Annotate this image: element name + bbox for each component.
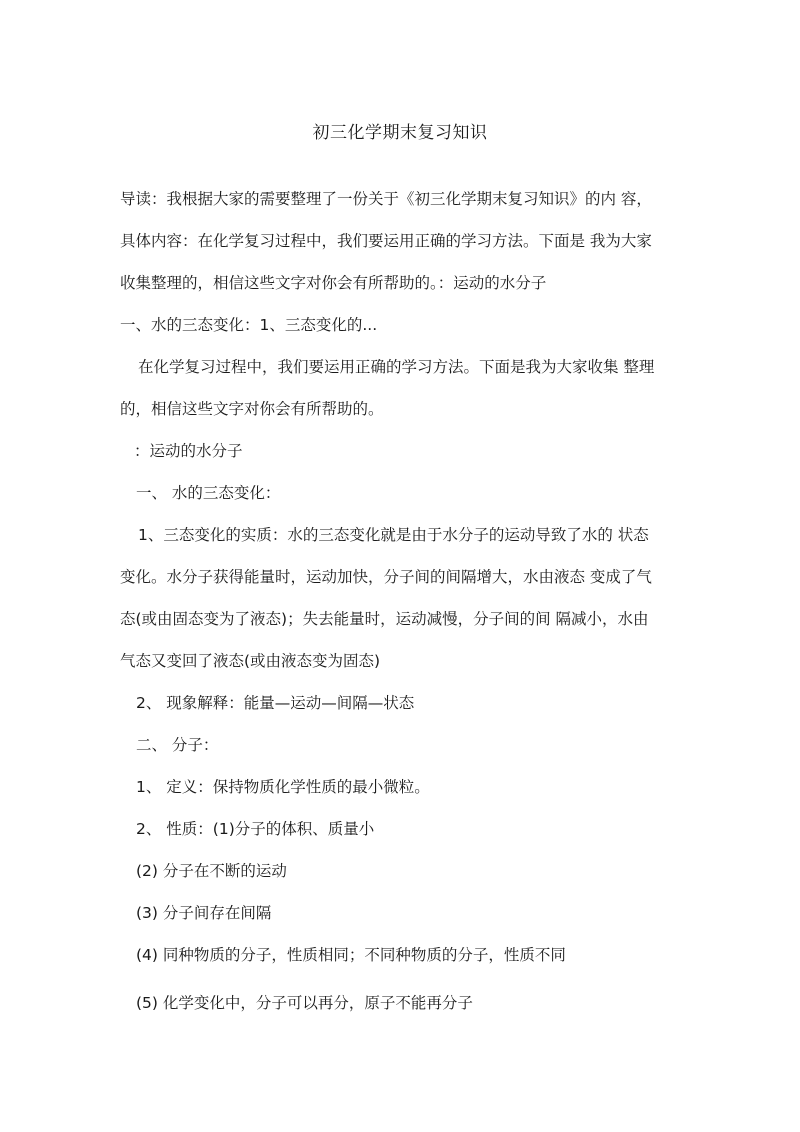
paragraph-line: 1、三态变化的实质：水的三态变化就是由于水分子的运动导致了水的 状态 [138, 526, 649, 544]
paragraph-line: 气态又变回了液态(或由液态变为固态) [120, 652, 381, 670]
list-item: 2、 性质：(1)分子的体积、质量小 [136, 820, 375, 838]
list-item: 1、 定义：保持物质化学性质的最小微粒。 [136, 778, 430, 796]
paragraph-line: ：运动的水分子 [134, 442, 243, 460]
paragraph-line: 变化。水分子获得能量时，运动加快，分子间的间隔增大，水由液态 变成了气 [120, 568, 652, 586]
paragraph-line: 的，相信这些文字对你会有所帮助的。 [120, 400, 384, 418]
paragraph-line: 在化学复习过程中，我们要运用正确的学习方法。下面是我为大家收集 整理 [138, 358, 655, 376]
section-heading: 一、 水的三态变化： [136, 484, 281, 502]
paragraph-line: 具体内容：在化学复习过程中，我们要运用正确的学习方法。下面是 我为大家 [120, 232, 652, 250]
paragraph-line: 一、水的三态变化：1、三态变化的... [120, 316, 378, 334]
list-item: (4) 同种物质的分子，性质相同；不同种物质的分子，性质不同 [136, 946, 566, 964]
section-heading: 二、 分子： [136, 736, 219, 754]
paragraph-line: 2、 现象解释：能量—运动—间隔—状态 [136, 694, 415, 712]
list-item: (5) 化学变化中，分子可以再分，原子不能再分子 [136, 994, 473, 1012]
list-item: (3) 分子间存在间隔 [136, 904, 272, 922]
paragraph-line: 态(或由固态变为了液态)；失去能量时，运动减慢，分子间的间 隔减小，水由 [120, 610, 649, 628]
paragraph-line: 收集整理的，相信这些文字对你会有所帮助的。：运动的水分子 [120, 274, 547, 292]
document-title: 初三化学期末复习知识 [312, 123, 488, 143]
list-item: (2) 分子在不断的运动 [136, 862, 287, 880]
paragraph-line: 导读：我根据大家的需要整理了一份关于《初三化学期末复习知识》的内 容， [120, 190, 652, 208]
